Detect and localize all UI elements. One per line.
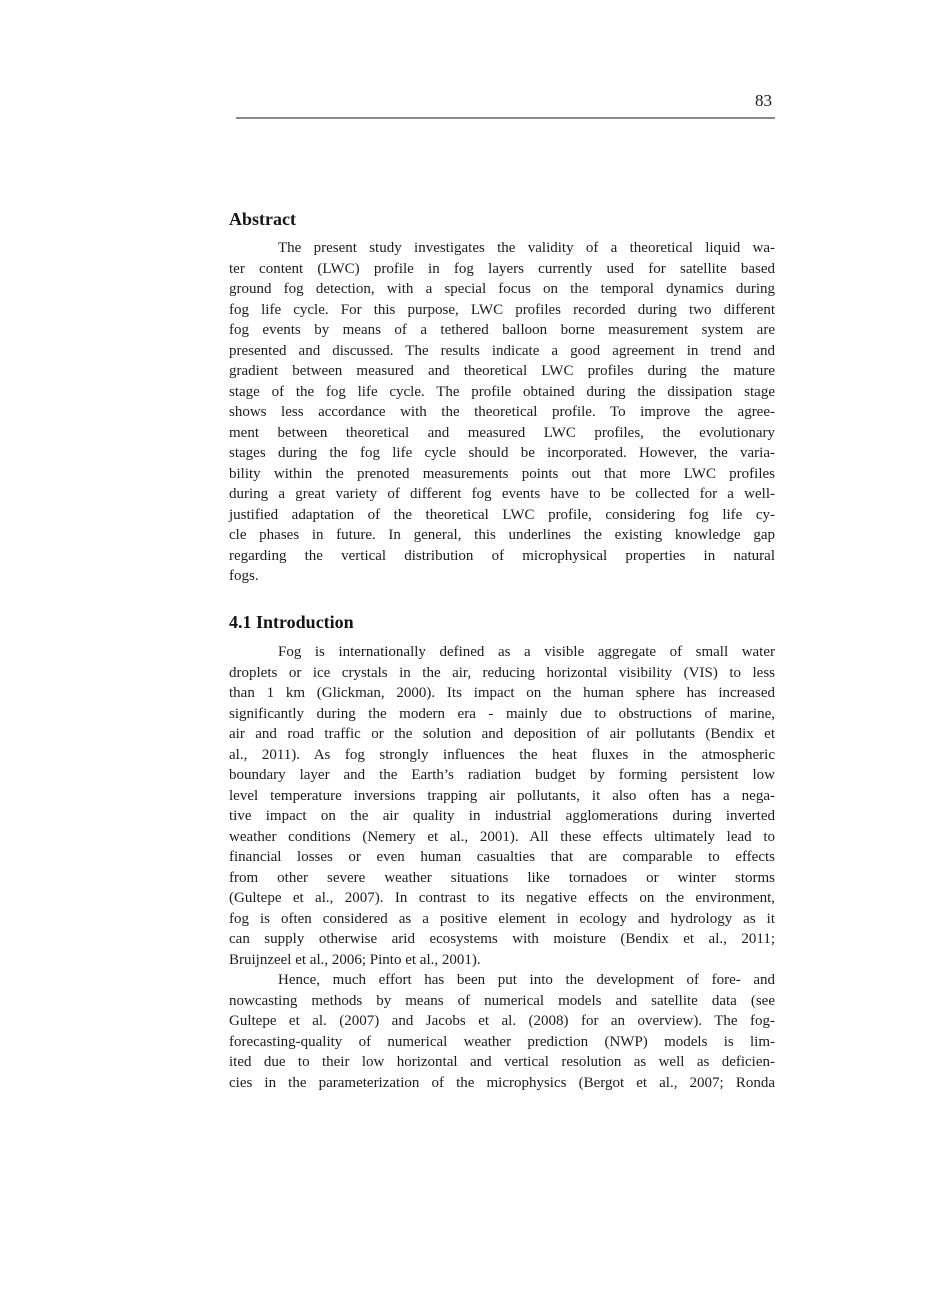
- text-line: Hence, much effort has been put into the development of fore- and: [278, 972, 775, 988]
- text-line: (Gultepe et al., 2007). In contrast to its negative effects on the environment,: [229, 890, 775, 906]
- text-line: during a great variety of different fog events have to be collected for a well-: [229, 486, 775, 502]
- text-line: bility within the prenoted measurements points out that more LWC profiles: [229, 465, 775, 482]
- text-line: nowcasting methods by means of numerical models and satellite data (see: [229, 992, 775, 1009]
- text-line: ment between theoretical and measured LWC profiles, the evolutionary: [229, 424, 775, 441]
- abstract-section: [229, 238, 775, 587]
- text-line: The present study investigates the validity of a theoretical liquid wa-: [278, 240, 775, 256]
- text-line: significantly during the modern era - mainly due to obstructions of marine,: [229, 705, 775, 722]
- text-line: stages during the fog life cycle should be incorporated. However, the varia-: [229, 445, 775, 461]
- text-line: droplets or ice crystals in the air, reducing horizontal visibility (VIS) to less: [229, 664, 775, 681]
- text-line: fog is often considered as a positive element in ecology and hydrology as it: [229, 910, 775, 927]
- text-line: ited due to their low horizontal and vertical resolution as well as deficien-: [229, 1054, 775, 1070]
- introduction-paragraph-1: [229, 642, 775, 970]
- introduction-heading: 4.1 Introduction: [229, 612, 354, 632]
- abstract-heading: Abstract: [229, 209, 296, 229]
- text-line: regarding the vertical distribution of microphysical properties in natural: [229, 547, 775, 564]
- text-line: fog life cycle. For this purpose, LWC profiles recorded during two different: [229, 301, 775, 318]
- text-line: Bruijnzeel et al., 2006; Pinto et al., 2001).: [229, 951, 481, 968]
- text-line: than 1 km (Glickman, 2000). Its impact on the human sphere has increased: [229, 685, 775, 701]
- page-number: 83: [755, 91, 772, 110]
- text-line: ground fog detection, with a special focus on the temporal dynamics during: [229, 281, 775, 297]
- text-line: air and road traffic or the solution and deposition of air pollutants (Bendix et: [229, 726, 775, 742]
- text-line: tive impact on the air quality in industrial agglomerations during inverted: [229, 808, 775, 824]
- text-line: presented and discussed. The results indicate a good agreement in trend and: [229, 342, 775, 359]
- text-line: al., 2011). As fog strongly influences the heat fluxes in the atmospheric: [229, 746, 775, 763]
- header-rule: [236, 117, 775, 119]
- text-line: weather conditions (Nemery et al., 2001). All these effects ultimately lead to: [229, 828, 775, 845]
- text-line: ter content (LWC) profile in fog layers currently used for satellite based: [229, 260, 775, 277]
- text-line: can supply otherwise arid ecosystems with moisture (Bendix et al., 2011;: [229, 931, 775, 947]
- text-line: financial losses or even human casualties that are comparable to effects: [229, 849, 775, 865]
- text-line: shows less accordance with the theoretical profile. To improve the agree-: [229, 404, 775, 420]
- text-line: cies in the parameterization of the microphysics (Bergot et al., 2007; Ronda: [229, 1074, 775, 1091]
- text-line: from other severe weather situations like tornadoes or winter storms: [229, 869, 775, 886]
- text-line: gradient between measured and theoretical LWC profiles during the mature: [229, 363, 775, 379]
- text-line: Gultepe et al. (2007) and Jacobs et al. (2008) for an overview). The fog-: [229, 1013, 775, 1029]
- introduction-section: [229, 642, 775, 1093]
- text-line: fog events by means of a tethered balloon borne measurement system are: [229, 322, 775, 338]
- text-line: fogs.: [229, 568, 259, 584]
- text-line: Fog is internationally defined as a visible aggregate of small water: [278, 644, 775, 660]
- text-line: cle phases in future. In general, this underlines the existing knowledge gap: [229, 527, 775, 543]
- text-line: forecasting-quality of numerical weather prediction (NWP) models is lim-: [229, 1033, 775, 1050]
- text-line: stage of the fog life cycle. The profile obtained during the dissipation stage: [229, 383, 775, 400]
- text-line: level temperature inversions trapping air pollutants, it also often has a nega-: [229, 787, 775, 804]
- abstract-paragraph: [229, 238, 775, 587]
- introduction-paragraph-2: [229, 970, 775, 1093]
- text-line: boundary layer and the Earth’s radiation budget by forming persistent low: [229, 767, 775, 783]
- text-line: justified adaptation of the theoretical LWC profile, considering fog life cy-: [229, 506, 775, 523]
